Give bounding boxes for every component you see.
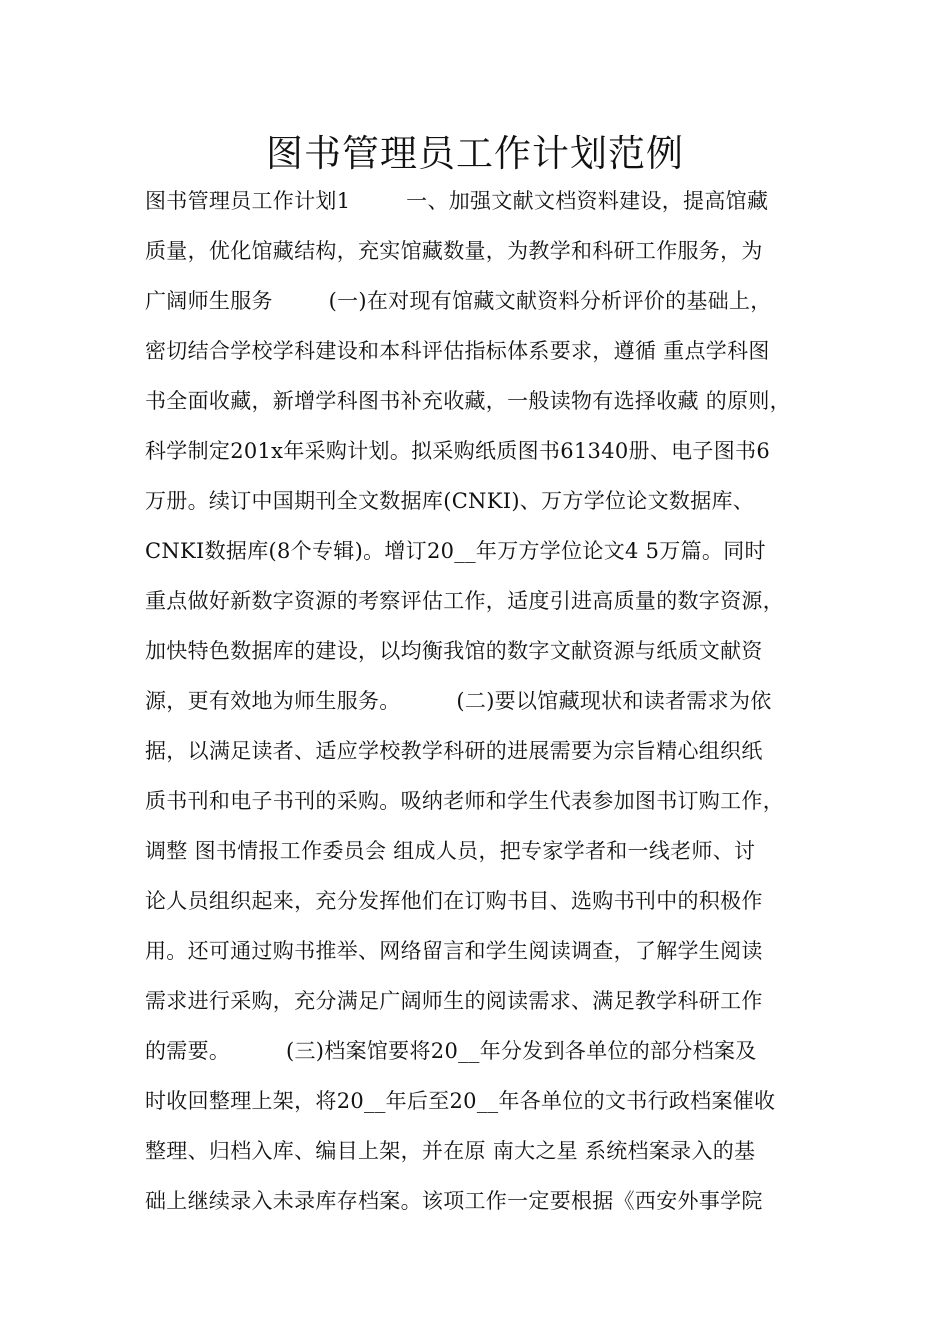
body-line: 源，更有效地为师生服务。 (二)要以馆藏现状和读者需求为依	[145, 689, 772, 713]
body-line: 础上继续录入未录库存档案。该项工作一定要根据《西安外事学院	[145, 1189, 763, 1213]
body-line: 科学制定201x年采购计划。拟采购纸质图书61340册、电子图书6	[145, 439, 770, 463]
body-line: 调整 图书情报工作委员会 组成人员，把专家学者和一线老师、讨	[145, 839, 756, 863]
body-line: 万册。续订中国期刊全文数据库(CNKI)、万方学位论文数据库、	[145, 489, 755, 513]
body-line: 用。还可通过购书推举、网络留言和学生阅读调查，了解学生阅读	[145, 939, 763, 963]
body-line: 整理、归档入库、编目上架，并在原 南大之星 系统档案录入的基	[145, 1139, 756, 1163]
body-line: 的需要。 (三)档案馆要将20__年分发到各单位的部分档案及	[145, 1039, 757, 1063]
body-line: 图书管理员工作计划1 一、加强文献文档资料建设，提高馆藏	[145, 189, 769, 213]
body-line: 时收回整理上架，将20__年后至20__年各单位的文书行政档案催收	[145, 1089, 776, 1113]
body-line: CNKI数据库(8个专辑)。增订20__年万方学位论文4 5万篇。同时	[145, 539, 766, 563]
body-line: 广阔师生服务 (一)在对现有馆藏文献资料分析评价的基础上，	[145, 289, 772, 313]
body-line: 论人员组织起来，充分发挥他们在订购书目、选购书刊中的积极作	[145, 889, 763, 913]
document-title: 图书管理员工作计划范例	[266, 132, 684, 175]
body-line: 需求进行采购，充分满足广阔师生的阅读需求、满足教学科研工作	[145, 989, 763, 1013]
body-line: 质量，优化馆藏结构，充实馆藏数量，为教学和科研工作服务，为	[145, 239, 763, 263]
body-line: 质书刊和电子书刊的采购。吸纳老师和学生代表参加图书订购工作，	[145, 789, 784, 813]
body-line: 加快特色数据库的建设，以均衡我馆的数字文献资源与纸质文献资	[145, 639, 763, 663]
body-line: 书全面收藏，新增学科图书补充收藏，一般读物有选择收藏 的原则，	[145, 389, 791, 413]
body-line: 密切结合学校学科建设和本科评估指标体系要求，遵循 重点学科图	[145, 339, 770, 363]
body-line: 重点做好新数字资源的考察评估工作，适度引进高质量的数字资源，	[145, 589, 784, 613]
body-line: 据，以满足读者、适应学校教学科研的进展需要为宗旨精心组织纸	[145, 739, 763, 763]
